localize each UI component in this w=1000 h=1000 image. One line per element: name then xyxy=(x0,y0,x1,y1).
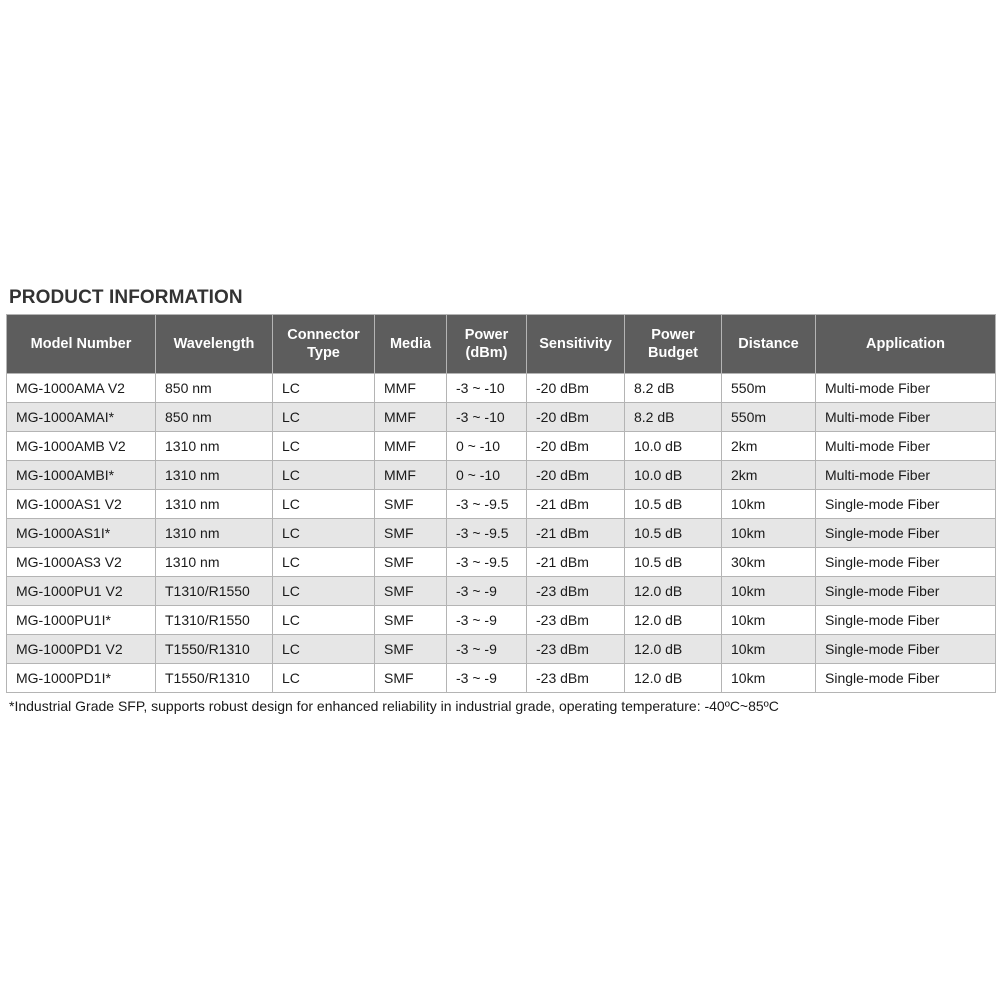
sensitivity-cell: -20 dBm xyxy=(527,374,625,403)
application-cell: Multi-mode Fiber xyxy=(816,374,996,403)
power-budget-cell: 10.5 dB xyxy=(625,519,722,548)
application-cell: Multi-mode Fiber xyxy=(816,461,996,490)
model-number-cell: MG-1000AMBI* xyxy=(7,461,156,490)
distance-cell: 30km xyxy=(722,548,816,577)
sensitivity-cell: -21 dBm xyxy=(527,548,625,577)
section-title: PRODUCT INFORMATION xyxy=(9,287,243,308)
distance-cell: 2km xyxy=(722,432,816,461)
sensitivity-cell: -23 dBm xyxy=(527,606,625,635)
header-label: Budget xyxy=(648,345,698,361)
power-cell: 0 ~ -10 xyxy=(447,432,527,461)
header-power-budget xyxy=(625,315,722,374)
power-budget-cell: 10.0 dB xyxy=(625,432,722,461)
media-cell: SMF xyxy=(375,577,447,606)
power-cell: -3 ~ -9.5 xyxy=(447,548,527,577)
wavelength-cell: 1310 nm xyxy=(156,548,273,577)
distance-cell: 10km xyxy=(722,664,816,693)
application-cell: Single-mode Fiber xyxy=(816,664,996,693)
header-label: Power xyxy=(651,327,695,343)
wavelength-cell: T1310/R1550 xyxy=(156,577,273,606)
sensitivity-cell: -20 dBm xyxy=(527,461,625,490)
media-cell: SMF xyxy=(375,490,447,519)
power-cell: -3 ~ -9.5 xyxy=(447,519,527,548)
power-cell: -3 ~ -9 xyxy=(447,577,527,606)
product-table xyxy=(6,314,996,693)
header-model-number xyxy=(7,315,156,374)
power-cell: -3 ~ -9 xyxy=(447,606,527,635)
power-budget-cell: 8.2 dB xyxy=(625,403,722,432)
application-cell: Multi-mode Fiber xyxy=(816,403,996,432)
power-budget-cell: 12.0 dB xyxy=(625,635,722,664)
model-number-cell: MG-1000PU1I* xyxy=(7,606,156,635)
sensitivity-cell: -21 dBm xyxy=(527,490,625,519)
media-cell: MMF xyxy=(375,374,447,403)
wavelength-cell: 850 nm xyxy=(156,374,273,403)
table-body xyxy=(7,374,996,693)
table-row xyxy=(7,374,996,403)
header-label: Sensitivity xyxy=(539,336,612,352)
sensitivity-cell: -23 dBm xyxy=(527,635,625,664)
power-budget-cell: 10.0 dB xyxy=(625,461,722,490)
table-row xyxy=(7,432,996,461)
table-header-row xyxy=(7,315,996,374)
wavelength-cell: 1310 nm xyxy=(156,519,273,548)
wavelength-cell: 850 nm xyxy=(156,403,273,432)
connector-cell: LC xyxy=(273,577,375,606)
table-row xyxy=(7,635,996,664)
sensitivity-cell: -23 dBm xyxy=(527,664,625,693)
model-number-cell: MG-1000PD1I* xyxy=(7,664,156,693)
connector-cell: LC xyxy=(273,461,375,490)
header-power xyxy=(447,315,527,374)
media-cell: SMF xyxy=(375,548,447,577)
application-cell: Single-mode Fiber xyxy=(816,548,996,577)
header-label: Media xyxy=(389,336,432,352)
footnote: *Industrial Grade SFP, supports robust design for enhanced reliability in industrial grade, operating temperature: -40ºC~85ºC xyxy=(9,698,779,714)
wavelength-cell: 1310 nm xyxy=(156,490,273,519)
header-label: Type xyxy=(307,345,340,361)
media-cell: MMF xyxy=(375,432,447,461)
model-number-cell: MG-1000AS3 V2 xyxy=(7,548,156,577)
distance-cell: 550m xyxy=(722,374,816,403)
model-number-cell: MG-1000PU1 V2 xyxy=(7,577,156,606)
distance-cell: 10km xyxy=(722,635,816,664)
table-row xyxy=(7,519,996,548)
header-label: Connector xyxy=(287,327,360,343)
connector-cell: LC xyxy=(273,403,375,432)
media-cell: SMF xyxy=(375,519,447,548)
header-application xyxy=(816,315,996,374)
connector-cell: LC xyxy=(273,635,375,664)
distance-cell: 2km xyxy=(722,461,816,490)
connector-cell: LC xyxy=(273,374,375,403)
wavelength-cell: T1310/R1550 xyxy=(156,606,273,635)
wavelength-cell: 1310 nm xyxy=(156,461,273,490)
application-cell: Single-mode Fiber xyxy=(816,635,996,664)
distance-cell: 10km xyxy=(722,519,816,548)
model-number-cell: MG-1000AS1 V2 xyxy=(7,490,156,519)
application-cell: Single-mode Fiber xyxy=(816,606,996,635)
application-cell: Multi-mode Fiber xyxy=(816,432,996,461)
power-budget-cell: 12.0 dB xyxy=(625,664,722,693)
media-cell: MMF xyxy=(375,403,447,432)
media-cell: MMF xyxy=(375,461,447,490)
power-cell: -3 ~ -9.5 xyxy=(447,490,527,519)
sensitivity-cell: -20 dBm xyxy=(527,432,625,461)
header-label: Distance xyxy=(738,336,799,352)
power-cell: -3 ~ -10 xyxy=(447,374,527,403)
table-row xyxy=(7,606,996,635)
header-connector-type xyxy=(273,315,375,374)
model-number-cell: MG-1000AMAI* xyxy=(7,403,156,432)
connector-cell: LC xyxy=(273,519,375,548)
connector-cell: LC xyxy=(273,664,375,693)
sensitivity-cell: -20 dBm xyxy=(527,403,625,432)
model-number-cell: MG-1000AMA V2 xyxy=(7,374,156,403)
power-budget-cell: 12.0 dB xyxy=(625,606,722,635)
table-row xyxy=(7,577,996,606)
media-cell: SMF xyxy=(375,635,447,664)
application-cell: Single-mode Fiber xyxy=(816,519,996,548)
power-cell: -3 ~ -9 xyxy=(447,635,527,664)
application-cell: Single-mode Fiber xyxy=(816,490,996,519)
table-row xyxy=(7,490,996,519)
header-label: (dBm) xyxy=(465,345,508,361)
distance-cell: 550m xyxy=(722,403,816,432)
table-row xyxy=(7,461,996,490)
distance-cell: 10km xyxy=(722,577,816,606)
power-cell: -3 ~ -10 xyxy=(447,403,527,432)
power-cell: -3 ~ -9 xyxy=(447,664,527,693)
table-row xyxy=(7,548,996,577)
header-label: Model Number xyxy=(30,336,132,352)
application-cell: Single-mode Fiber xyxy=(816,577,996,606)
sensitivity-cell: -23 dBm xyxy=(527,577,625,606)
power-budget-cell: 8.2 dB xyxy=(625,374,722,403)
table-row xyxy=(7,403,996,432)
power-cell: 0 ~ -10 xyxy=(447,461,527,490)
sensitivity-cell: -21 dBm xyxy=(527,519,625,548)
model-number-cell: MG-1000PD1 V2 xyxy=(7,635,156,664)
table-row xyxy=(7,664,996,693)
wavelength-cell: 1310 nm xyxy=(156,432,273,461)
media-cell: SMF xyxy=(375,664,447,693)
header-sensitivity xyxy=(527,315,625,374)
distance-cell: 10km xyxy=(722,606,816,635)
header-label: Power xyxy=(464,327,509,343)
power-budget-cell: 10.5 dB xyxy=(625,548,722,577)
wavelength-cell: T1550/R1310 xyxy=(156,635,273,664)
model-number-cell: MG-1000AMB V2 xyxy=(7,432,156,461)
power-budget-cell: 10.5 dB xyxy=(625,490,722,519)
media-cell: SMF xyxy=(375,606,447,635)
header-wavelength xyxy=(156,315,273,374)
connector-cell: LC xyxy=(273,548,375,577)
connector-cell: LC xyxy=(273,490,375,519)
distance-cell: 10km xyxy=(722,490,816,519)
header-label: Application xyxy=(866,336,945,352)
header-media xyxy=(375,315,447,374)
power-budget-cell: 12.0 dB xyxy=(625,577,722,606)
connector-cell: LC xyxy=(273,606,375,635)
header-distance xyxy=(722,315,816,374)
model-number-cell: MG-1000AS1I* xyxy=(7,519,156,548)
wavelength-cell: T1550/R1310 xyxy=(156,664,273,693)
header-label: Wavelength xyxy=(173,336,255,352)
connector-cell: LC xyxy=(273,432,375,461)
